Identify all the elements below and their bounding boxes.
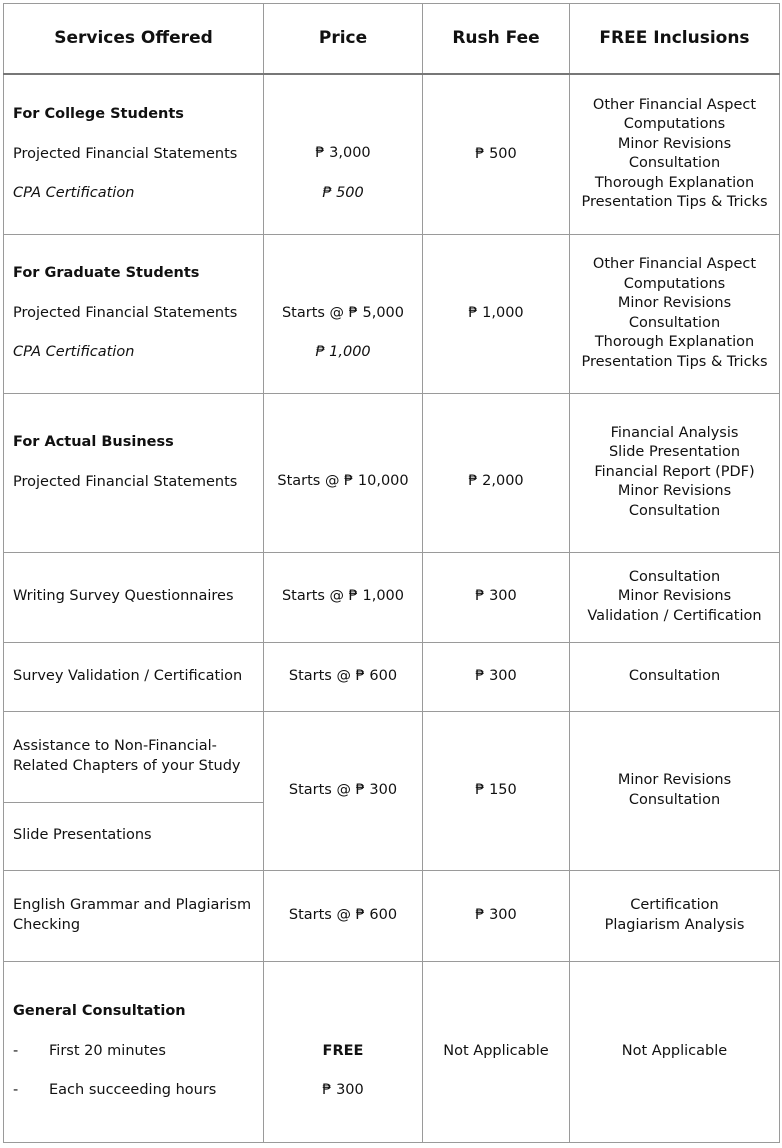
assistance-line1: Assistance to Non-Financial-	[13, 738, 217, 754]
survey-validation-service: Survey Validation / Certification	[4, 642, 264, 711]
consultation-succeeding	[13, 1081, 263, 1101]
inclusion-item: Minor Revisions	[617, 295, 732, 311]
business-rush	[423, 393, 570, 552]
business-rush-value: ₱ 2,000	[468, 473, 524, 490]
grammar-inclusions	[570, 870, 780, 961]
assistance-service	[4, 711, 264, 802]
survey-writing-rush: ₱ 300	[423, 552, 570, 642]
inclusion-item: Other Financial Aspect	[592, 256, 757, 272]
graduate-service	[4, 234, 264, 393]
pricing-table	[3, 3, 780, 1143]
header-price: Price	[264, 4, 423, 75]
business-price-value: Starts @ ₱ 10,000	[277, 473, 409, 490]
consultation-title: General Consultation	[13, 1003, 186, 1020]
college-inclusions	[570, 74, 780, 234]
assistance-inclusions	[570, 711, 780, 870]
slides-service: Slide Presentations	[4, 802, 264, 870]
college-cpa: CPA Certification	[13, 185, 135, 201]
college-cpa-price: ₱ 500	[322, 184, 364, 201]
business-title: For Actual Business	[13, 434, 174, 450]
row-business	[4, 393, 780, 552]
inclusion-item: Computations	[623, 275, 726, 292]
inclusion-item: Minor Revisions	[617, 135, 732, 152]
graduate-service-name: Projected Financial Statements	[13, 304, 238, 321]
inclusion-item: Financial Analysis	[610, 424, 739, 441]
college-rush: ₱ 500	[423, 74, 570, 234]
row-assistance	[4, 711, 780, 802]
inclusion-item: Plagiarism Analysis	[604, 916, 745, 933]
college-price-cell	[264, 74, 423, 234]
survey-validation-inclusions	[570, 642, 780, 711]
inclusion-item: Consultation	[628, 155, 721, 172]
grammar-line1: English Grammar and Plagiarism	[13, 897, 252, 913]
row-graduate	[4, 234, 780, 393]
college-service	[4, 74, 264, 234]
assistance-rush: ₱ 150	[423, 711, 570, 870]
row-survey-writing	[4, 552, 780, 642]
inclusion-item: Presentation Tips & Tricks	[581, 194, 768, 211]
consultation-service	[4, 961, 264, 1142]
grammar-line2: Checking	[13, 916, 81, 933]
survey-writing-service: Writing Survey Questionnaires	[4, 552, 264, 642]
survey-validation-rush: ₱ 300	[423, 642, 570, 711]
dash-bullet: -	[13, 1082, 19, 1099]
inclusion-item: Validation / Certification	[587, 607, 762, 624]
graduate-inclusions	[570, 234, 780, 393]
inclusion-item: Consultation	[628, 502, 721, 519]
grammar-service	[4, 870, 264, 961]
college-title: For College Students	[13, 106, 184, 122]
row-survey-validation	[4, 642, 780, 711]
header-row	[4, 4, 780, 75]
inclusion-item: Consultation	[628, 314, 721, 331]
inclusion-item: Consultation	[628, 667, 721, 684]
graduate-price-cell	[264, 234, 423, 393]
row-college	[4, 74, 780, 234]
graduate-cpa-price: ₱ 1,000	[315, 344, 371, 360]
inclusion-item: Thorough Explanation	[594, 334, 755, 350]
graduate-title: For Graduate Students	[13, 265, 200, 282]
row-grammar	[4, 870, 780, 961]
inclusion-item: Financial Report (PDF)	[594, 463, 755, 480]
graduate-price: Starts @ ₱ 5,000	[281, 304, 405, 321]
survey-writing-inclusions	[570, 552, 780, 642]
inclusion-item: Minor Revisions	[617, 772, 732, 788]
header-rush-fee: Rush Fee	[423, 4, 570, 75]
consultation-first-price: FREE	[322, 1042, 364, 1059]
inclusion-item: Thorough Explanation	[594, 174, 755, 191]
inclusion-item: Slide Presentation	[608, 444, 741, 461]
consultation-first	[13, 1042, 263, 1062]
consultation-price-cell	[264, 961, 423, 1142]
survey-validation-price: Starts @ ₱ 600	[264, 642, 423, 711]
inclusion-item: Computations	[623, 116, 726, 133]
inclusion-item: Consultation	[628, 791, 721, 808]
business-service	[4, 393, 264, 552]
business-inclusions	[570, 393, 780, 552]
dash-bullet: -	[13, 1042, 19, 1059]
consultation-inclusions: Not Applicable	[570, 961, 780, 1142]
assistance-price: Starts @ ₱ 300	[264, 711, 423, 870]
assistance-line2: Related Chapters of your Study	[13, 757, 241, 774]
inclusion-item: Certification	[630, 897, 719, 913]
inclusion-item: Minor Revisions	[617, 483, 732, 500]
inclusion-item: Presentation Tips & Tricks	[581, 353, 768, 370]
college-service-name: Projected Financial Statements	[13, 145, 238, 162]
inclusion-item: Other Financial Aspect	[592, 96, 757, 113]
consultation-first-label: First 20 minutes	[49, 1042, 166, 1059]
business-price	[264, 393, 423, 552]
graduate-cpa: CPA Certification	[13, 344, 135, 361]
header-services: Services Offered	[4, 4, 264, 75]
header-inclusions: FREE Inclusions	[570, 4, 780, 75]
grammar-rush: ₱ 300	[423, 870, 570, 961]
graduate-rush: ₱ 1,000	[423, 234, 570, 393]
row-consultation	[4, 961, 780, 1142]
inclusion-item: Consultation	[628, 568, 721, 585]
consultation-succeeding-price: ₱ 300	[322, 1082, 364, 1098]
inclusion-item: Minor Revisions	[617, 588, 732, 605]
business-service-name: Projected Financial Statements	[13, 473, 238, 490]
college-price: ₱ 3,000	[315, 145, 371, 162]
consultation-rush: Not Applicable	[423, 961, 570, 1142]
grammar-price: Starts @ ₱ 600	[264, 870, 423, 961]
survey-writing-price: Starts @ ₱ 1,000	[264, 552, 423, 642]
consultation-succeeding-label: Each succeeding hours	[49, 1082, 217, 1099]
